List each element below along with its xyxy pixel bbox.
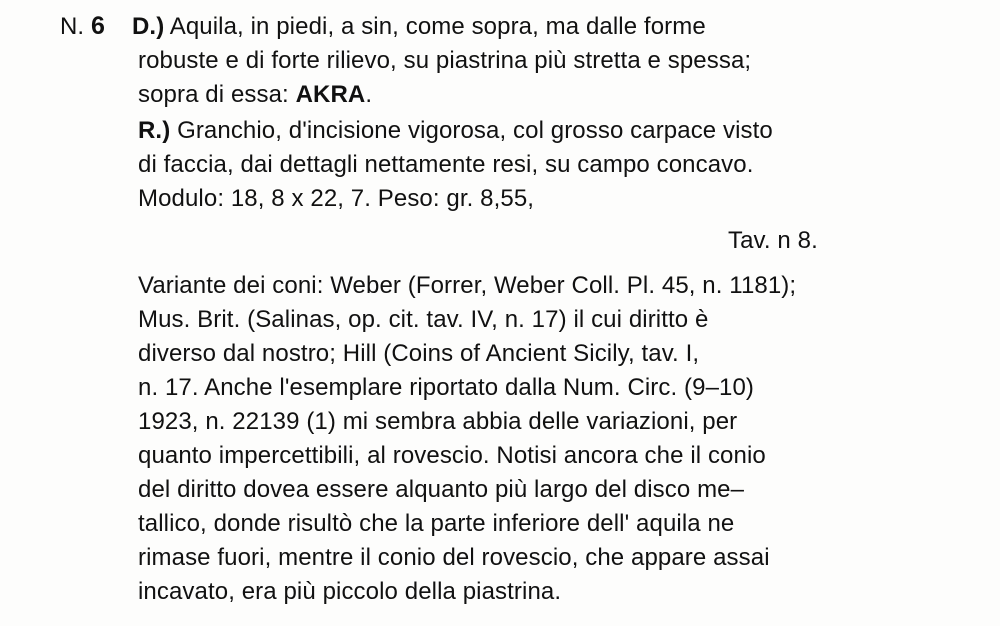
entry-number: [60, 12, 105, 41]
entry-number-value: 6: [90, 12, 105, 40]
reverse-text-1: Granchio, d'incisione vigorosa, col grosso carpace visto: [170, 117, 773, 144]
reverse-line-2: di faccia, dai dettagli nettamente resi, su campo concavo.: [138, 151, 754, 178]
notes-line-5: 1923, n. 22139 (1) mi sembra abbia delle variazioni, per: [138, 408, 738, 435]
reverse-label: R.): [138, 117, 171, 144]
obverse-line-1: [132, 12, 706, 41]
notes-line-3: diverso dal nostro; Hill (Coins of Ancient Sicily, tav. I,: [138, 340, 700, 367]
obverse-inscription: AKRA: [295, 81, 366, 108]
plate-reference: Tav. n 8.: [728, 227, 818, 254]
notes-line-4: n. 17. Anche l'esemplare riportato dalla Num. Circ. (9–10): [138, 374, 755, 401]
obverse-text-1: Aquila, in piedi, a sin, come sopra, ma dalle forme: [164, 13, 706, 40]
notes-line-7: del diritto dovea essere alquanto più largo del disco me–: [138, 476, 745, 503]
obverse-text-3: sopra di essa:: [138, 81, 296, 108]
obverse-line-3: [138, 80, 372, 109]
entry-number-prefix: N.: [60, 13, 91, 40]
obverse-line-2: robuste e di forte rilievo, su piastrina più stretta e spessa;: [138, 47, 752, 74]
measures-line: Modulo: 18, 8 x 22, 7. Peso: gr. 8,55,: [138, 185, 535, 212]
obverse-label: D.): [132, 13, 165, 40]
notes-line-6: quanto impercettibili, al rovescio. Notisi ancora che il conio: [138, 442, 766, 469]
notes-line-10: incavato, era più piccolo della piastrina.: [138, 578, 562, 605]
notes-line-9: rimase fuori, mentre il conio del rovescio, che appare assai: [138, 544, 770, 571]
notes-line-1: Variante dei coni: Weber (Forrer, Weber Coll. Pl. 45, n. 1181);: [138, 272, 797, 299]
reverse-line-1: [138, 116, 773, 145]
obverse-end: .: [365, 81, 373, 108]
notes-line-2: Mus. Brit. (Salinas, op. cit. tav. IV, n. 17) il cui diritto è: [138, 306, 709, 333]
notes-line-8: tallico, donde risultò che la parte inferiore dell' aquila ne: [138, 510, 735, 537]
